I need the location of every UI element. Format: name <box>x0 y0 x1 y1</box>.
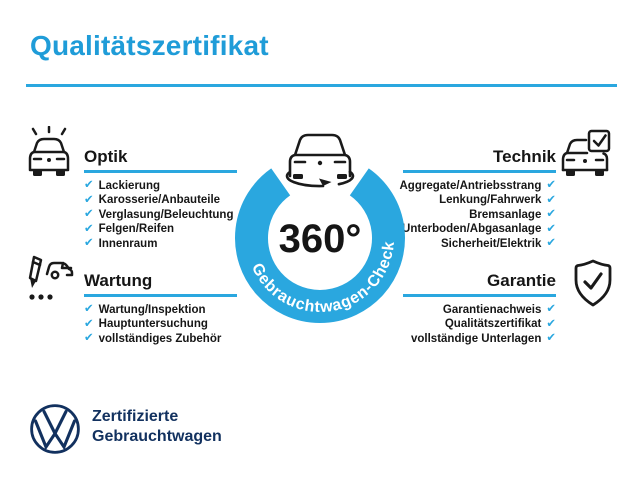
ring-360-graphic <box>230 118 410 338</box>
check-item <box>84 303 237 318</box>
service-checklist-icon <box>25 254 75 304</box>
check-icon: ✔ <box>546 193 556 206</box>
degree-label: 360° <box>278 217 362 261</box>
section-optik <box>84 148 237 251</box>
check-icon: ✔ <box>84 208 94 220</box>
check-item-label: Felgen/Reifen <box>98 223 175 236</box>
check-icon: ✔ <box>84 193 94 206</box>
section-divider <box>84 294 237 297</box>
vw-logo <box>29 403 81 460</box>
check-icon: ✔ <box>84 303 94 315</box>
check-icon: ✔ <box>546 208 556 220</box>
shield-check-icon <box>571 259 615 309</box>
footer-line2: Gebrauchtwagen <box>92 428 222 445</box>
check-item <box>403 193 556 208</box>
car-shine-icon <box>25 126 73 178</box>
check-icon: ✔ <box>84 179 94 191</box>
section-heading: Garantie <box>487 271 556 290</box>
car-checkbox-icon <box>560 129 612 179</box>
check-item-label: Qualitätszertifikat <box>444 318 542 331</box>
check-icon: ✔ <box>84 222 94 235</box>
check-icon: ✔ <box>84 237 94 249</box>
check-item-label: Verglasung/Beleuchtung <box>98 208 234 221</box>
footer-line1: Zertifizierte <box>92 408 179 425</box>
check-item <box>403 303 556 318</box>
check-item <box>84 208 237 223</box>
footer-brand-text <box>92 407 222 447</box>
check-icon: ✔ <box>546 222 556 235</box>
section-wartung <box>84 272 237 346</box>
section-heading: Optik <box>84 147 128 166</box>
check-item <box>84 237 237 252</box>
check-item-label: vollständige Unterlagen <box>411 332 542 345</box>
check-icon: ✔ <box>546 237 556 249</box>
car-360-icon <box>287 135 353 186</box>
section-technik <box>399 147 556 251</box>
check-item <box>403 222 556 237</box>
page-title: Qualitätszertifikat <box>30 30 269 61</box>
section-heading: Wartung <box>84 271 153 290</box>
check-item-label: Aggregate/Antriebsstrang <box>399 179 542 192</box>
check-item <box>403 332 556 347</box>
check-item <box>84 222 237 237</box>
check-item-label: Wartung/Inspektion <box>98 303 206 316</box>
check-icon: ✔ <box>84 332 94 344</box>
check-item <box>84 332 237 347</box>
check-icon: ✔ <box>546 332 556 344</box>
check-icon: ✔ <box>84 317 94 330</box>
section-garantie <box>403 272 556 346</box>
check-item <box>403 237 556 252</box>
check-item-label: Lenkung/Fahrwerk <box>439 194 542 207</box>
check-icon: ✔ <box>546 179 556 191</box>
section-divider <box>403 170 556 173</box>
check-item-label: Hauptuntersuchung <box>98 318 208 331</box>
check-item-label: Lackierung <box>98 179 160 192</box>
section-divider <box>403 294 556 297</box>
checklist <box>84 303 237 347</box>
check-item <box>84 179 237 194</box>
check-item <box>399 179 556 194</box>
check-item-label: Garantienachweis <box>442 303 542 316</box>
title-divider <box>26 84 617 87</box>
check-item-label: Sicherheit/Elektrik <box>441 237 542 250</box>
check-item <box>403 208 556 223</box>
check-item-label: vollständiges Zubehör <box>98 332 222 345</box>
check-item-label: Innenraum <box>98 237 158 250</box>
check-item <box>403 317 556 332</box>
check-item-label: Karosserie/Anbauteile <box>98 194 221 207</box>
checklist <box>403 303 556 347</box>
section-divider <box>84 170 237 173</box>
checklist <box>399 179 556 252</box>
check-item <box>84 193 237 208</box>
check-item-label: Bremsanlage <box>469 208 542 221</box>
checklist <box>84 179 237 252</box>
check-icon: ✔ <box>546 317 556 330</box>
check-icon: ✔ <box>546 303 556 315</box>
check-item <box>84 317 237 332</box>
section-heading: Technik <box>493 147 556 166</box>
check-item-label: Unterboden/Abgasanlage <box>402 223 542 236</box>
ring-curved-label: Gebrauchtwagen-Check <box>247 239 399 317</box>
